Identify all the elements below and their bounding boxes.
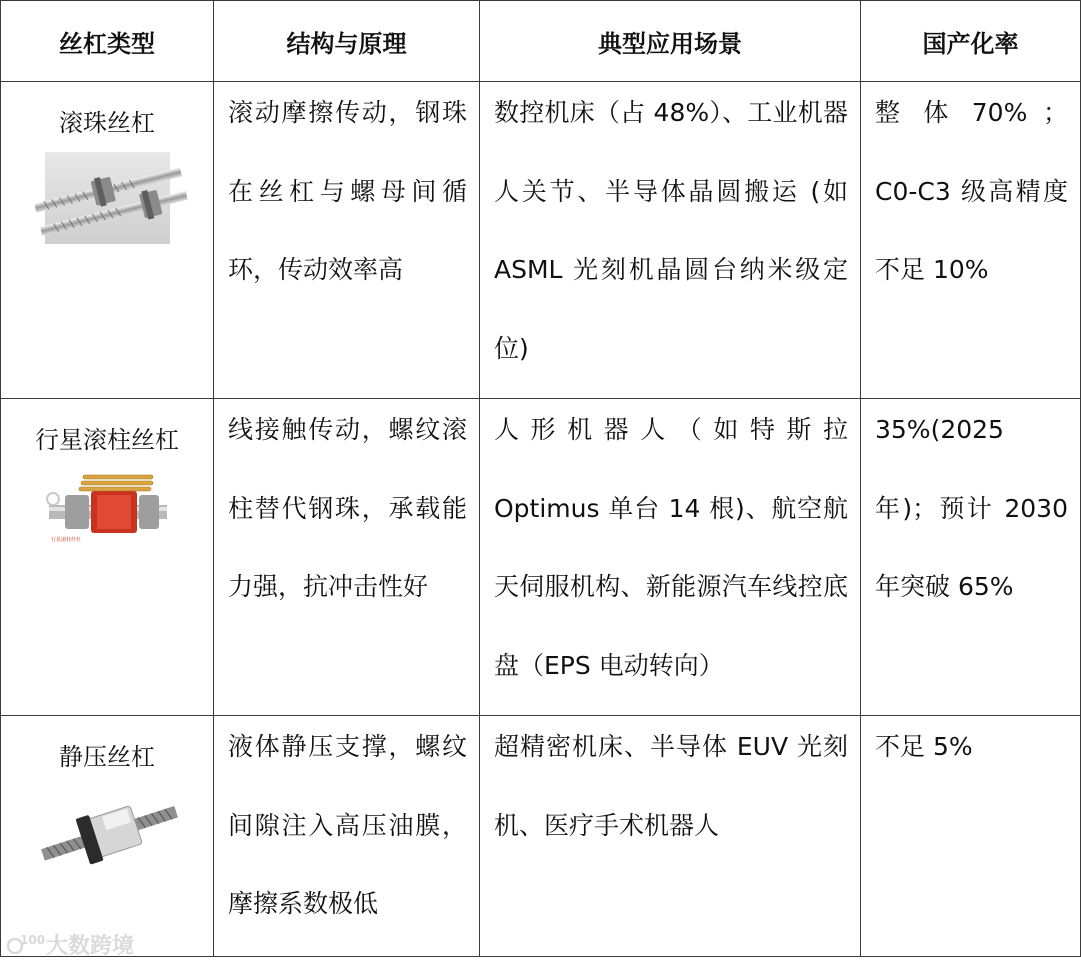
structure-cell bbox=[214, 399, 480, 716]
type-name: 滚珠丝杠 bbox=[59, 109, 155, 137]
type-cell bbox=[1, 82, 214, 399]
ball-screw-image bbox=[45, 152, 170, 244]
type-cell bbox=[1, 399, 214, 716]
application-cell bbox=[480, 82, 861, 399]
structure-text: 液体静压支撑，螺纹间隙注入高压油膜，摩擦系数极低 bbox=[228, 732, 467, 918]
planetary-roller-screw-image bbox=[45, 469, 170, 561]
application-text: 人 形 机 器 人 （ 如 特 斯 拉 Optimus 单台 14 根)、航空航天伺服机构、新能源汽车线控底盘（EPS 电动转向） bbox=[494, 415, 848, 680]
table-row bbox=[1, 82, 1081, 399]
table-row bbox=[1, 716, 1081, 957]
svg-text:100: 100 bbox=[20, 933, 46, 947]
hydrostatic-screw-image bbox=[45, 786, 170, 878]
localization-cell bbox=[861, 82, 1081, 399]
structure-text: 线接触传动，螺纹滚柱替代钢珠，承载能力强，抗冲击性好 bbox=[228, 415, 467, 601]
structure-cell bbox=[214, 82, 480, 399]
structure-cell bbox=[214, 716, 480, 957]
header-type: 丝杠类型 bbox=[1, 1, 214, 82]
application-cell bbox=[480, 716, 861, 957]
header-localization: 国产化率 bbox=[861, 1, 1081, 82]
table-row bbox=[1, 399, 1081, 716]
localization-text: 35%(2025 年)；预计 2030 年突破 65% bbox=[875, 415, 1068, 601]
application-text: 超精密机床、半导体 EUV 光刻机、医疗手术机器人 bbox=[494, 732, 848, 840]
application-cell bbox=[480, 399, 861, 716]
type-cell bbox=[1, 716, 214, 957]
structure-text: 滚动摩擦传动，钢珠在丝杠与螺母间循环，传动效率高 bbox=[228, 98, 467, 284]
localization-text: 整 体 70% ；C0-C3 级高精度不足 10% bbox=[875, 98, 1068, 284]
type-name: 行星滚柱丝杠 bbox=[35, 426, 179, 454]
watermark-text: 大数跨境 bbox=[46, 933, 135, 959]
localization-cell bbox=[861, 716, 1081, 957]
header-structure: 结构与原理 bbox=[214, 1, 480, 82]
watermark bbox=[6, 928, 134, 960]
header-application: 典型应用场景 bbox=[480, 1, 861, 82]
logo-icon bbox=[6, 930, 46, 958]
application-text: 数控机床（占 48%）、工业机器人关节、半导体晶圆搬运 (如 ASML 光刻机晶圆台纳米级定位) bbox=[494, 98, 848, 363]
localization-text: 不足 5% bbox=[875, 732, 973, 761]
image-caption: 行星滚柱丝杠 bbox=[50, 537, 81, 543]
type-name: 静压丝杠 bbox=[59, 743, 155, 771]
localization-cell bbox=[861, 399, 1081, 716]
